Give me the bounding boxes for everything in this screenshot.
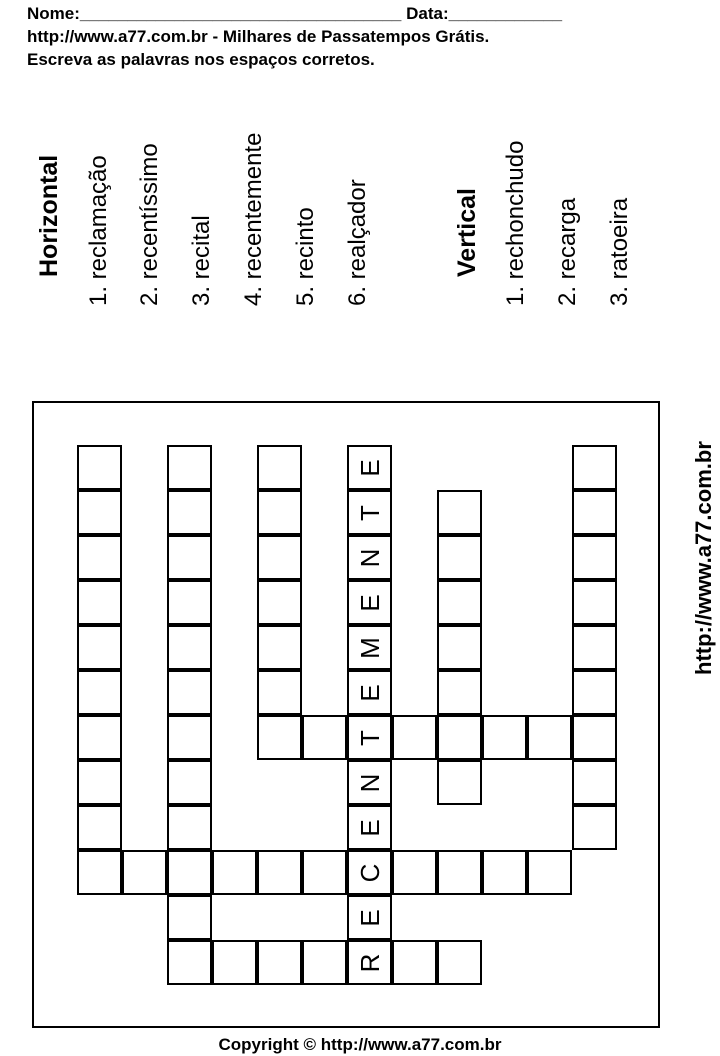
crossword-cell[interactable] [302, 850, 347, 895]
cell-letter: E [354, 908, 385, 927]
crossword-cell[interactable] [77, 850, 122, 895]
crossword-cell[interactable] [572, 670, 617, 715]
crossword-cell[interactable] [167, 670, 212, 715]
crossword-cell[interactable] [77, 625, 122, 670]
vertical-clue: 3. ratoeira [606, 197, 633, 306]
crossword-cell[interactable] [257, 715, 302, 760]
date-label: Data: [406, 4, 449, 23]
crossword-cell[interactable] [572, 490, 617, 535]
crossword-cell[interactable] [437, 670, 482, 715]
crossword-cell[interactable] [347, 670, 392, 715]
crossword-cell[interactable] [572, 445, 617, 490]
crossword-cell[interactable] [167, 580, 212, 625]
crossword-cell[interactable] [77, 580, 122, 625]
cell-letter: R [354, 953, 385, 972]
crossword-cell[interactable] [572, 535, 617, 580]
vertical-title: Vertical [453, 188, 481, 277]
crossword-cell[interactable] [392, 850, 437, 895]
crossword-cell[interactable] [347, 895, 392, 940]
crossword-cell[interactable] [572, 805, 617, 850]
crossword-cell[interactable] [167, 850, 212, 895]
crossword-cell[interactable] [257, 490, 302, 535]
horizontal-title: Horizontal [35, 154, 63, 277]
crossword-cell[interactable] [347, 805, 392, 850]
date-blank: ____________ [448, 4, 563, 23]
crossword-cell[interactable] [212, 850, 257, 895]
crossword-cell[interactable] [77, 760, 122, 805]
horizontal-clue: 2. recentíssimo [136, 143, 163, 306]
crossword-cell[interactable] [347, 490, 392, 535]
crossword-cell[interactable] [257, 940, 302, 985]
cell-letter: C [354, 863, 385, 882]
horizontal-clue: 6. realçador [344, 179, 371, 306]
crossword-cell[interactable] [347, 445, 392, 490]
vertical-clue: 2. recarga [554, 197, 581, 306]
crossword-cell[interactable] [77, 670, 122, 715]
crossword-cell[interactable] [302, 940, 347, 985]
crossword-cell[interactable] [257, 670, 302, 715]
cell-letter: M [354, 636, 385, 659]
crossword-cell[interactable] [482, 850, 527, 895]
crossword-cell[interactable] [257, 625, 302, 670]
cell-letter: E [354, 458, 385, 477]
crossword-cell[interactable] [437, 850, 482, 895]
horizontal-clue: 1. reclamação [85, 155, 112, 306]
vertical-clue: 1. rechonchudo [502, 140, 529, 306]
cell-letter: T [354, 504, 385, 521]
crossword-cell[interactable] [572, 760, 617, 805]
crossword-cell[interactable] [167, 805, 212, 850]
crossword-cell[interactable] [572, 625, 617, 670]
crossword-cell[interactable] [257, 445, 302, 490]
footer-copyright: Copyright © http://www.a77.com.br [218, 1035, 502, 1054]
crossword-cell[interactable] [167, 760, 212, 805]
crossword-cell[interactable] [437, 625, 482, 670]
crossword-cell[interactable] [437, 535, 482, 580]
crossword-cell[interactable] [212, 940, 257, 985]
crossword-cell[interactable] [347, 625, 392, 670]
crossword-cell[interactable] [167, 715, 212, 760]
crossword-cell[interactable] [257, 850, 302, 895]
crossword-cell[interactable] [302, 715, 347, 760]
cell-letter: N [354, 773, 385, 792]
crossword-cell[interactable] [527, 715, 572, 760]
crossword-cell[interactable] [167, 445, 212, 490]
crossword-cell[interactable] [572, 715, 617, 760]
cell-letter: E [354, 593, 385, 612]
cell-letter: E [354, 683, 385, 702]
crossword-cell[interactable] [437, 760, 482, 805]
instructions: Escreva as palavras nos espaços corretos. [27, 50, 375, 69]
crossword-cell[interactable] [167, 940, 212, 985]
crossword-cell[interactable] [347, 535, 392, 580]
crossword-cell[interactable] [527, 850, 572, 895]
crossword-cell[interactable] [347, 760, 392, 805]
crossword-cell[interactable] [437, 580, 482, 625]
side-url: http://www.a77.com.br [691, 441, 716, 675]
site-line: http://www.a77.com.br - Milhares de Passatempos Grátis. [27, 27, 490, 46]
crossword-cell[interactable] [437, 940, 482, 985]
crossword-cell[interactable] [77, 490, 122, 535]
name-label: Nome: [27, 4, 80, 23]
crossword-cell[interactable] [167, 625, 212, 670]
crossword-cell[interactable] [77, 715, 122, 760]
crossword-cell[interactable] [77, 535, 122, 580]
crossword-cell[interactable] [347, 715, 392, 760]
crossword-cell[interactable] [77, 805, 122, 850]
crossword-cell[interactable] [347, 580, 392, 625]
crossword-cell[interactable] [167, 490, 212, 535]
cell-letter: E [354, 818, 385, 837]
crossword-cell[interactable] [77, 445, 122, 490]
crossword-cell[interactable] [572, 580, 617, 625]
crossword-cell[interactable] [167, 895, 212, 940]
horizontal-clue: 5. recinto [292, 207, 319, 306]
crossword-cell[interactable] [482, 715, 527, 760]
cell-letter: T [354, 729, 385, 746]
crossword-cell[interactable] [257, 580, 302, 625]
crossword-cell[interactable] [167, 535, 212, 580]
cell-letter: N [354, 548, 385, 567]
horizontal-clue: 4. recentemente [240, 132, 267, 306]
crossword-cell[interactable] [392, 715, 437, 760]
crossword-cell[interactable] [437, 715, 482, 760]
header-name-date [27, 4, 562, 24]
crossword-cell[interactable] [392, 940, 437, 985]
crossword-cell[interactable] [347, 850, 392, 895]
crossword-cell[interactable] [437, 490, 482, 535]
crossword-cell[interactable] [347, 940, 392, 985]
horizontal-clue: 3. recital [188, 215, 215, 306]
name-blank: __________________________________ [79, 4, 402, 23]
crossword-cell[interactable] [122, 850, 167, 895]
crossword-cell[interactable] [257, 535, 302, 580]
